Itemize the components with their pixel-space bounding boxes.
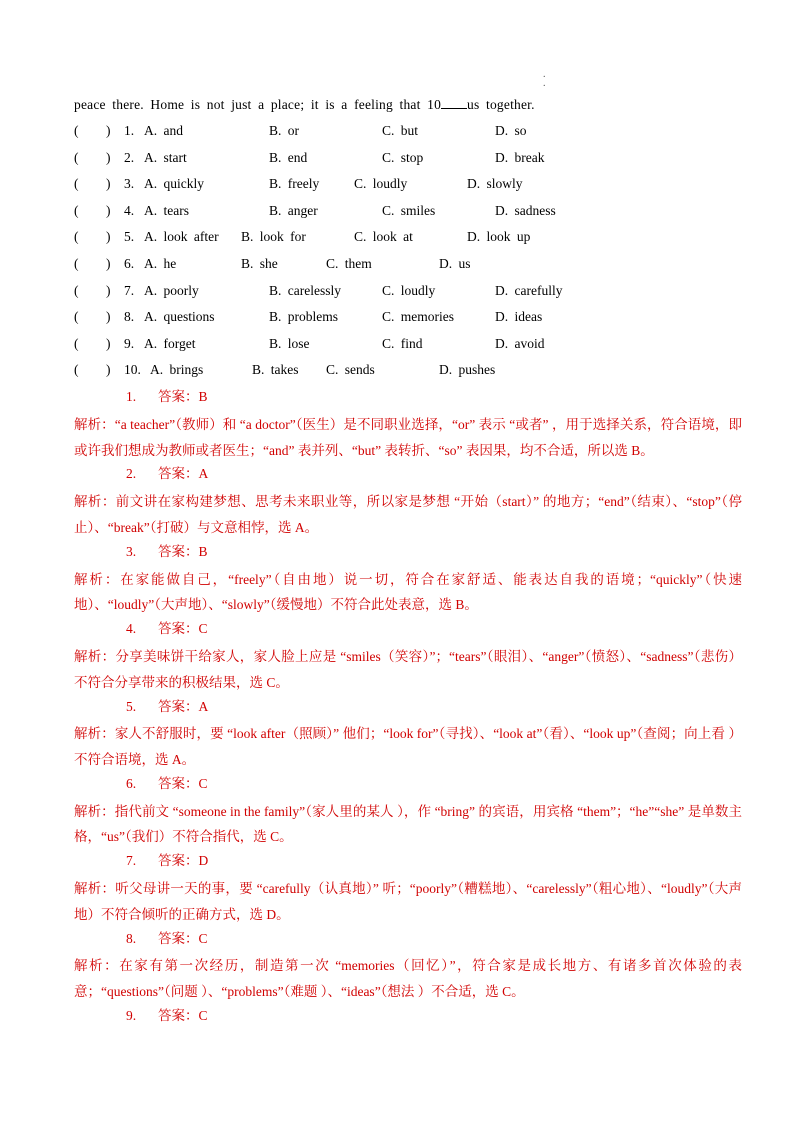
bracket-right: ): [106, 123, 111, 138]
answer-key: 答案：B: [158, 543, 208, 559]
bracket-right: ): [106, 149, 111, 165]
question-number: 3.: [124, 176, 135, 192]
answer-number: 2.: [126, 466, 137, 482]
question-number: 10.: [124, 362, 141, 378]
question-number: 2.: [124, 149, 135, 165]
bracket-left: (: [74, 309, 79, 325]
answer-label: [74, 696, 742, 722]
option-a: A. brings: [150, 362, 204, 378]
option-b: B. lose: [269, 335, 310, 351]
option-a: A. quickly: [144, 176, 204, 192]
answer-bracket[interactable]: [74, 200, 111, 222]
question-number: 6.: [124, 255, 135, 271]
option-b: B. or: [269, 123, 299, 138]
option-c: C. look at: [354, 229, 413, 245]
question-number: 4.: [124, 202, 135, 218]
answer-bracket[interactable]: [74, 333, 111, 355]
answer-bracket[interactable]: [74, 306, 111, 328]
option-c: C. loudly: [354, 176, 408, 192]
answer-key: 答案：C: [158, 621, 208, 637]
answer-key: 答案：A: [158, 466, 209, 482]
answer-number: 4.: [126, 621, 137, 637]
answer-bracket[interactable]: [74, 173, 111, 195]
option-d: D. pushes: [439, 362, 496, 378]
answer-number: 9.: [126, 1008, 137, 1024]
bracket-left: (: [74, 202, 79, 218]
explanation: 解析：分享美味饼干给家人，家人脸上应是 “smiles（笑容）”；“tears”（眼泪）、“anger”（愤怒）、“sadness”（悲伤）不符合分享带来的积极结果，选 C。: [74, 648, 742, 690]
answer-label: [74, 850, 742, 876]
answer-label: [74, 1005, 742, 1031]
explanation: 解析：前文讲在家构建梦想、思考未来职业等，所以家是梦想 “开始（start）” 的地方；“end”（结束）、“stop”（停止）、“break”（打破）与文意相悖，选 A。: [74, 494, 742, 535]
option-b: B. she: [241, 255, 278, 271]
answer-label: [74, 541, 742, 567]
explanation: 解析：在家有第一次经历，制造第一次 “memories（回忆）”，符合家是成长地方、有诸多首次体验的表意；“questions”（问题 ）、“problems”（难题 ）、“ideas”（想法 ）不合适，选 C。: [74, 958, 742, 1000]
passage-text-end: us together.: [467, 97, 535, 112]
answer-key: 答案：A: [158, 698, 209, 714]
question-row: [74, 280, 742, 307]
bracket-right: ): [106, 229, 111, 245]
explanation: 解析：“a teacher”（教师）和 “a doctor”（医生）是不同职业选择，“or” 表示 “或者” ，用于选择关系，符合语境，即或许我们想成为教师或者医生；“and” 表并列、“but” 表转折、“so” 表因果，均不合适，所以选 B。: [74, 416, 742, 458]
question-number: 8.: [124, 309, 135, 325]
question-row: [74, 147, 742, 174]
bracket-left: (: [74, 176, 79, 192]
bracket-right: ): [106, 309, 111, 325]
question-row: [74, 173, 742, 200]
option-d: D. look up: [467, 229, 531, 245]
question-row: [74, 333, 742, 360]
option-a: A. and: [144, 123, 183, 138]
question-number: 9.: [124, 335, 135, 351]
explanation: 解析：在家能做自己，“freely”（自由地）说一切，符合在家舒适、能表达自我的语境；“quickly”（快速地）、“loudly”（大声地）、“slowly”（缓慢地）不符合此处表意，选 B。: [74, 571, 742, 613]
option-a: A. start: [144, 149, 187, 165]
option-d: D. sadness: [495, 202, 556, 218]
question-row: [74, 120, 742, 147]
answer-key: 答案：C: [158, 775, 208, 791]
answer-label: [74, 386, 742, 412]
bracket-right: ): [106, 202, 111, 218]
option-d: D. so: [495, 123, 527, 138]
option-a: A. questions: [144, 309, 215, 325]
question-list: [74, 120, 742, 386]
answer-bracket[interactable]: [74, 147, 111, 169]
option-d: D. ideas: [495, 309, 543, 325]
option-b: B. problems: [269, 309, 338, 325]
bracket-right: ): [106, 176, 111, 192]
explanation: 解析：家人不舒服时，要 “look after（照顾）” 他们；“look for”（寻找）、“look at”（看）、“look up”（查阅；向上看 ）不符合语境，选 A。: [74, 726, 742, 768]
option-c: C. them: [326, 255, 372, 271]
option-b: B. anger: [269, 202, 318, 218]
passage-text: peace there. Home is not just a place; it is a feeling that 10: [74, 97, 442, 112]
option-c: C. but: [382, 123, 419, 138]
bracket-left: (: [74, 229, 79, 245]
bracket-left: (: [74, 149, 79, 165]
explanation: 解析：听父母讲一天的事，要 “carefully（认真地）” 听；“poorly”（糟糕地）、“carelessly”（粗心地）、“loudly”（大声地）不符合倾听的正确方式，选 D。: [74, 881, 742, 922]
option-d: D. break: [495, 149, 545, 165]
blank-10: [441, 95, 467, 109]
question-row: [74, 200, 742, 227]
answer-number: 6.: [126, 775, 137, 791]
option-a: A. forget: [144, 335, 196, 351]
option-b: B. look for: [241, 229, 306, 245]
bracket-left: (: [74, 362, 79, 378]
answer-bracket[interactable]: [74, 226, 111, 248]
option-b: B. end: [269, 149, 308, 165]
option-b: B. carelessly: [269, 282, 341, 298]
bracket-right: ): [106, 335, 111, 351]
answer-bracket[interactable]: [74, 120, 111, 142]
answer-label: [74, 773, 742, 799]
option-d: D. slowly: [467, 176, 523, 192]
bracket-left: (: [74, 255, 79, 271]
option-c: C. sends: [326, 362, 375, 378]
option-a: A. poorly: [144, 282, 199, 298]
answer-bracket[interactable]: [74, 280, 111, 302]
question-row: [74, 226, 742, 253]
answer-label: [74, 463, 742, 489]
answer-key: 答案：B: [158, 388, 208, 404]
question-number: 1.: [124, 123, 135, 138]
bracket-right: ): [106, 255, 111, 271]
bracket-left: (: [74, 282, 79, 298]
option-a: A. he: [144, 255, 177, 271]
answer-key: 答案：C: [158, 930, 208, 946]
option-b: B. freely: [269, 176, 320, 192]
answer-label: [74, 618, 742, 644]
option-c: C. smiles: [382, 202, 436, 218]
exam-page: [74, 94, 742, 1031]
explanation: 解析：指代前文 “someone in the family”（家人里的某人 ），作 “bring” 的宾语，用宾格 “them”；“he”“she” 是单数主格，“us”（我们）不符合指代，选 C。: [74, 803, 742, 845]
answer-number: 5.: [126, 698, 137, 714]
option-b: B. takes: [252, 362, 299, 378]
answer-number: 7.: [126, 853, 137, 869]
option-c: C. loudly: [382, 282, 436, 298]
bracket-right: ): [106, 282, 111, 298]
question-row: [74, 359, 742, 386]
option-c: C. find: [382, 335, 423, 351]
question-number: 7.: [124, 282, 135, 298]
option-d: D. us: [439, 255, 471, 271]
option-c: C. memories: [382, 309, 454, 325]
answer-section: [74, 386, 742, 1031]
answer-bracket[interactable]: [74, 253, 111, 275]
answer-label: [74, 928, 742, 954]
answer-key: 答案：C: [158, 1008, 208, 1024]
question-row: [74, 306, 742, 333]
passage-last-line: [74, 94, 742, 120]
option-d: D. carefully: [495, 282, 563, 298]
answer-number: 1.: [126, 388, 137, 404]
bracket-left: (: [74, 123, 79, 138]
answer-key: 答案：D: [158, 853, 209, 869]
question-number: 5.: [124, 229, 135, 245]
answer-number: 3.: [126, 543, 137, 559]
option-a: A. tears: [144, 202, 189, 218]
bracket-right: ): [106, 362, 111, 378]
answer-number: 8.: [126, 930, 137, 946]
corner-dots: . .: [543, 69, 546, 89]
option-c: C. stop: [382, 149, 424, 165]
option-a: A. look after: [144, 229, 219, 245]
answer-bracket[interactable]: [74, 359, 111, 381]
option-d: D. avoid: [495, 335, 545, 351]
question-row: [74, 253, 742, 280]
bracket-left: (: [74, 335, 79, 351]
